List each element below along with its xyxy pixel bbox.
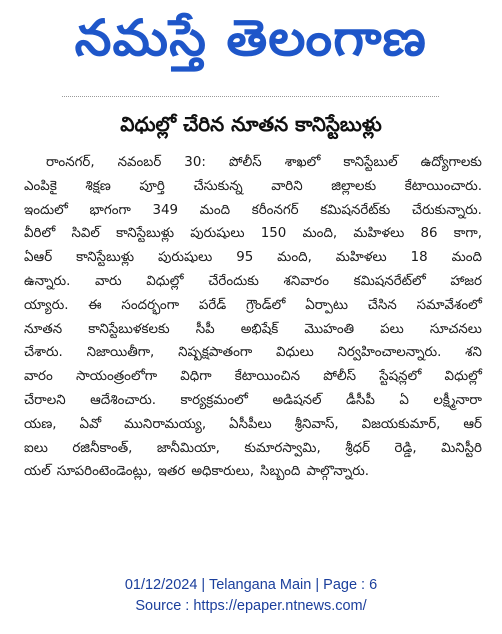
masthead-title: నమస్తే తెలంగాణ (74, 8, 428, 67)
article-line: ఎంపికై శిక్షణ పూర్తి చేసుకున్న వారిని జిల్లాలకు కేటాయించారు. (24, 178, 482, 194)
article-line: ఐలు రజినీకాంత్, జానీమియా, కుమారస్వామి, శ్రీధర్ రెడ్డి, మినిస్టీరి (24, 440, 482, 456)
masthead-divider (62, 96, 439, 97)
article-line: యణ, ఏవో మునిరామయ్య, ఏసీపీలు శ్రీనివాస్, విజయకుమార్, ఆర్ (24, 416, 482, 432)
article-line: నూతన కానిస్టేబుళకలకు సీపీ అభిషేక్ మొహంతి పలు సూచనలు (24, 321, 482, 337)
article-line: చేశారు. నిజాయితీగా, నిష్పక్షపాతంగా విధులు నిర్వహించాలన్నారు. శని (24, 345, 482, 361)
article-headline: విధుల్లో చేరిన నూతన కానిస్టేబుళ్లు (120, 112, 382, 136)
article-line: చేరాలని ఆదేశించారు. కార్యక్రమంలో అడిషనల్ డీసీపీ ఏ లక్ష్మీనారా (24, 392, 482, 408)
article-line: యల్ సూపరింటెండెంట్లు, ఇతర అధికారులు, సిబ్బంది పాల్గొన్నారు. (24, 464, 370, 480)
article-body (24, 151, 482, 484)
article-line: ఏఆర్ కానిస్టేబుళ్లు పురుషులు 95 మంది, మహిళలు 18 మంది (24, 250, 482, 266)
article-line: వారం సాయంత్రంలోగా విధిగా కేటాయించిన పోలీస్ స్టేషన్లలో విధుల్లో (24, 369, 482, 385)
article-line: రాంనగర్, నవంబర్ 30: పోలీస్ శాఖలో కానిస్టేబుల్ ఉద్యోగాలకు (46, 155, 482, 170)
article-line: ఉన్నారు. వారు విధుల్లో చేరేందుకు శనివారం కమిషనరేట్‌లో హాజర (24, 273, 482, 289)
footer-edition-info: 01/12/2024 | Telangana Main | Page : 6 (124, 577, 378, 593)
article-line: య్యారు. ఈ సందర్భంగా పరేడ్ గ్రౌండ్‌లో ఏర్పాటు చేసిన సమావేశంలో (24, 297, 482, 313)
article-line: వీరిలో సివిల్ కానిస్టేబుళ్లు పురుషులు 150 మంది, మహిళలు 86 కాగా, (24, 226, 482, 242)
masthead (0, 0, 502, 88)
footer-source: Source : https://epaper.ntnews.com/ (135, 598, 367, 614)
article-line: ఇందులో భాగంగా 349 మంది కరీంనగర్ కమిషనరేట్‌కు చేరుకున్నారు. (24, 202, 482, 218)
